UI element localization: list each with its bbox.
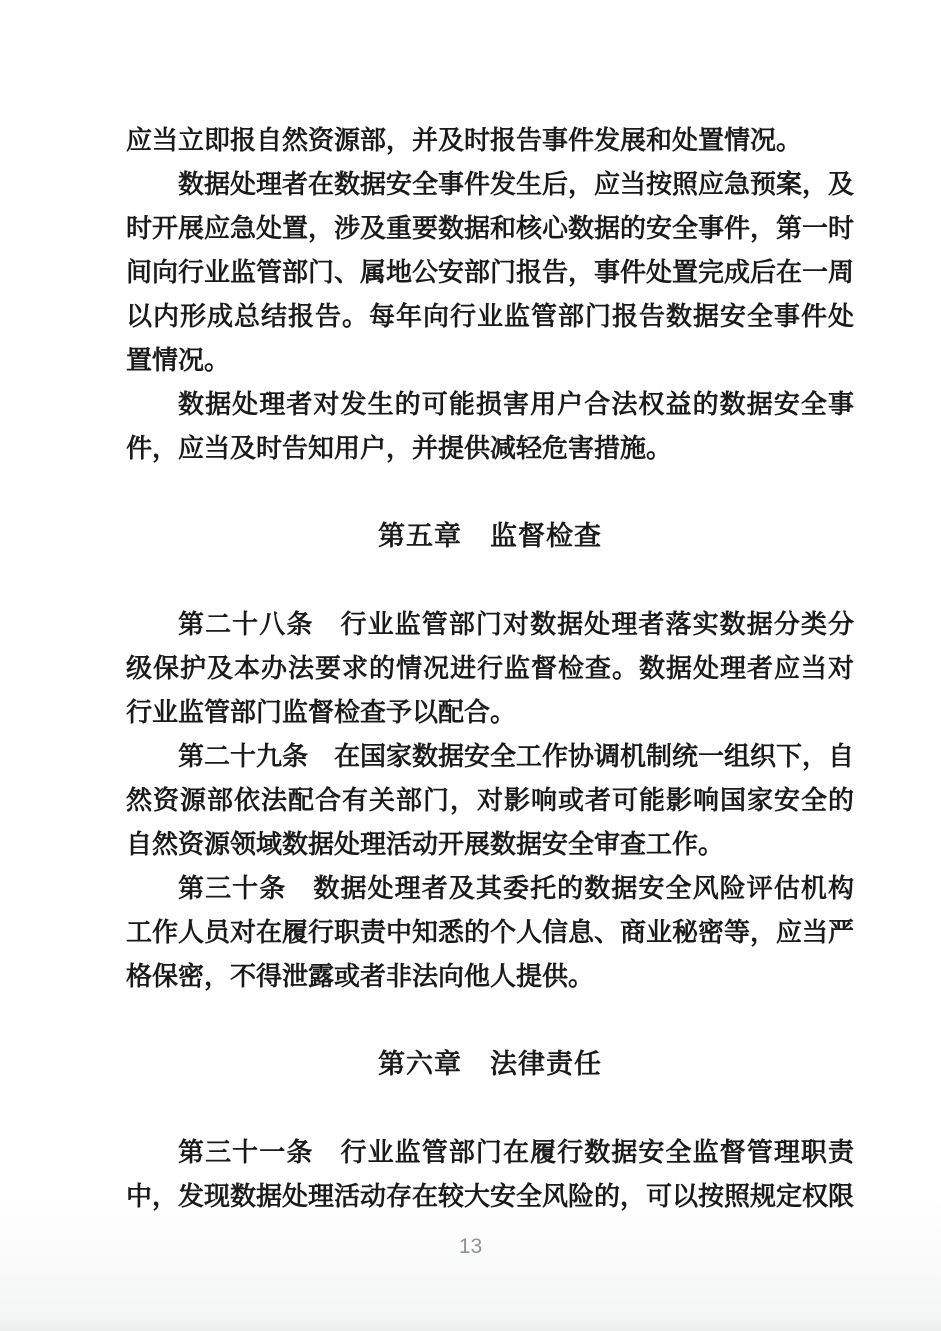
text-line: 第三十一条 行业监管部门在履行数据安全监督管理职责 bbox=[178, 1137, 854, 1167]
text-line: 应当立即报自然资源部，并及时报告事件发展和处置情况。 bbox=[126, 125, 803, 155]
document-body bbox=[126, 118, 854, 1218]
text-line: 自然资源领域数据处理活动开展数据安全审查工作。 bbox=[126, 829, 725, 859]
text-line: 件，应当及时告知用户，并提供减轻危害措施。 bbox=[126, 433, 673, 463]
text-line: 第二十九条 在国家数据安全工作协调机制统一组织下，自 bbox=[178, 741, 855, 771]
text-line: 第三十条 数据处理者及其委托的数据安全风险评估机构 bbox=[178, 873, 854, 903]
text-line: 中，发现数据处理活动存在较大安全风险的，可以按照规定权限 bbox=[126, 1181, 855, 1211]
text-line: 时开展应急处置，涉及重要数据和核心数据的安全事件，第一时 bbox=[126, 213, 855, 243]
text-line: 置情况。 bbox=[126, 345, 231, 375]
text-line: 格保密，不得泄露或者非法向他人提供。 bbox=[126, 961, 595, 991]
page-number: 13 bbox=[458, 1235, 483, 1258]
text-line: 第二十八条 行业监管部门对数据处理者落实数据分类分 bbox=[178, 609, 854, 639]
text-line: 以内形成总结报告。每年向行业监管部门报告数据安全事件处 bbox=[126, 301, 854, 331]
text-line: 数据处理者对发生的可能损害用户合法权益的数据安全事 bbox=[178, 389, 854, 419]
chapter-heading-supervision: 第五章 监督检查 bbox=[378, 521, 602, 551]
text-line: 数据处理者在数据安全事件发生后，应当按照应急预案，及 bbox=[178, 169, 855, 199]
chapter-heading-legal-liability: 第六章 法律责任 bbox=[378, 1049, 602, 1079]
text-line: 级保护及本办法要求的情况进行监督检查。数据处理者应当对 bbox=[126, 653, 854, 683]
text-line: 行业监管部门监督检查予以配合。 bbox=[126, 697, 517, 727]
text-line: 然资源部依法配合有关部门，对影响或者可能影响国家安全的 bbox=[126, 785, 854, 815]
text-line: 间向行业监管部门、属地公安部门报告，事件处置完成后在一周 bbox=[126, 257, 855, 287]
text-line: 工作人员对在履行职责中知悉的个人信息、商业秘密等，应当严 bbox=[126, 917, 855, 947]
